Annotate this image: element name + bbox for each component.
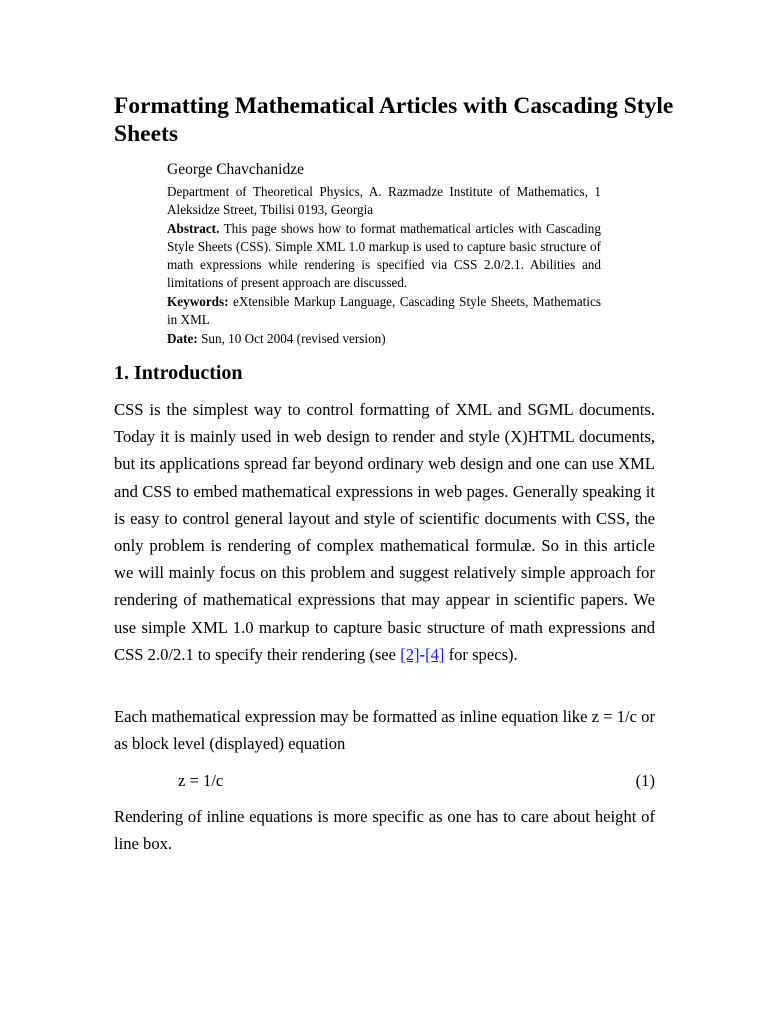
keywords-label: Keywords: [167,294,229,309]
display-equation [114,767,655,795]
abstract-text: This page shows how to format mathematical articles with Cascading Style Sheets (CSS). Simple XML 1.0 markup is used to capture basic structure of math expressions while rendering is specified via CSS 2.0/2.1. Abilities and limitations of present approach are discussed. [167,221,601,290]
article-title: Formatting Mathematical Articles with Cascading Style Sheets [114,93,674,147]
author-name: George Chavchanidze [167,161,305,178]
reference-separator: - [419,644,426,664]
date-line [167,330,601,348]
affiliation: Department of Theoretical Physics, A. Razmadze Institute of Mathematics, 1 Aleksidze Street, Tbilisi 0193, Georgia [167,184,601,217]
intro-paragraph-1 [114,396,655,668]
reference-link-2[interactable]: [2] [400,644,420,664]
intro-paragraph-2: Each mathematical expression may be formatted as inline equation like z = 1/c or as block level (displayed) equation [114,707,655,754]
article-header [167,160,601,349]
abstract [167,220,601,292]
equation-expression: z = 1/c [178,771,224,790]
equation-number: (1) [635,771,655,790]
keywords [167,293,601,329]
date-label: Date: [167,331,198,346]
intro-paragraph-1-end: for specs). [444,644,518,664]
reference-link-4[interactable]: [4] [425,644,445,664]
intro-paragraph-3: Rendering of inline equations is more specific as one has to care about height of line box. [114,807,655,854]
date-text: Sun, 10 Oct 2004 (revised version) [197,331,386,346]
intro-paragraph-1-text: CSS is the simplest way to control formatting of XML and SGML documents. Today it is mainly used in web design to render and style (X)HTML documents, but its applications spread far beyond ordinary web design and one can use XML and CSS to embed mathematical expressions in web pages. Generally speaking it is easy to control general layout and style of scientific documents with CSS, the only problem is rendering of complex mathematical formulæ. So in this article we will mainly focus on this problem and suggest relatively simple approach for rendering of mathematical expressions that may appear in scientific papers. We use simple XML 1.0 markup to capture basic structure of math expressions and CSS 2.0/2.1 to specify their rendering (see [114,400,655,664]
abstract-label: Abstract. [167,221,220,236]
section-heading-introduction: 1. Introduction [114,362,243,384]
keywords-text: eXtensible Markup Language, Cascading Style Sheets, Mathematics in XML [167,294,601,327]
